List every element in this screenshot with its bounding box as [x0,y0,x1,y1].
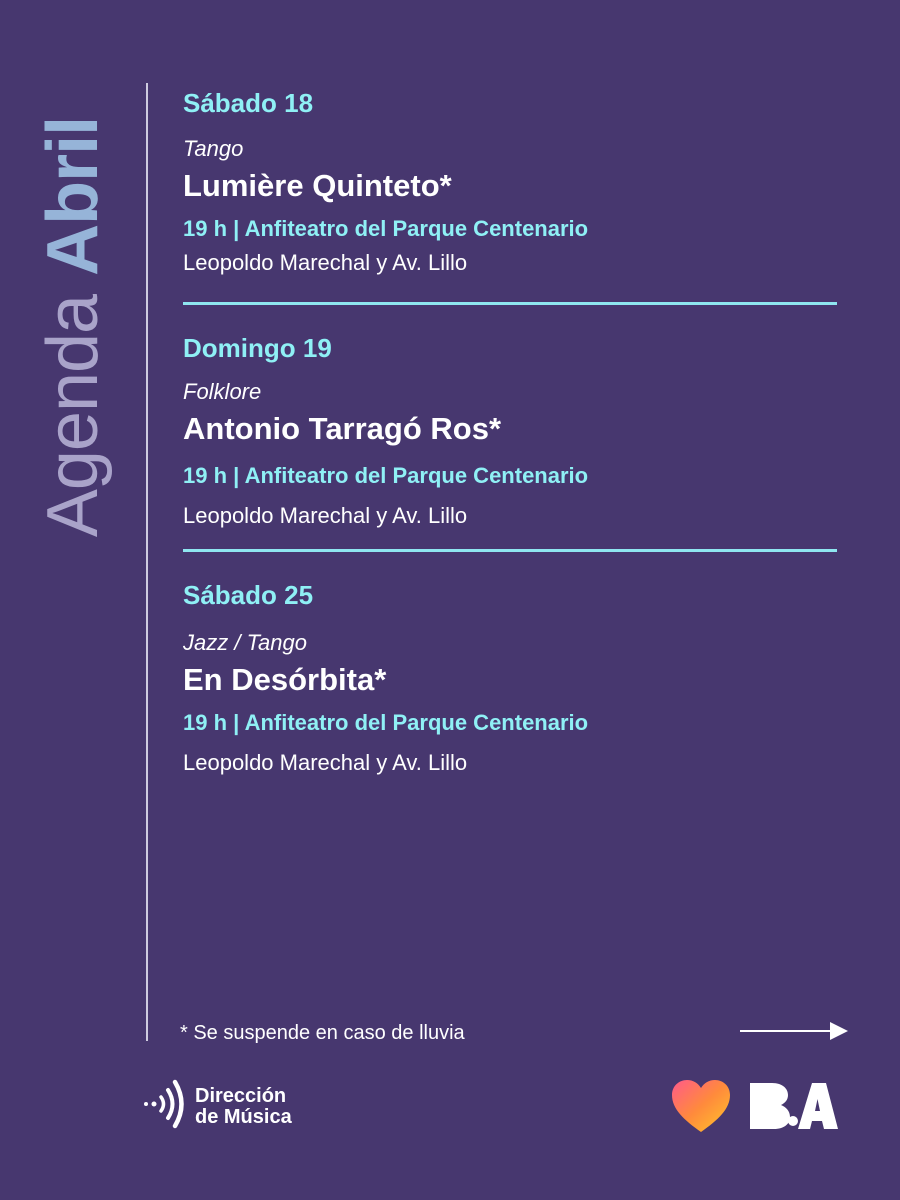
agenda-title [33,77,113,577]
ba-logo [670,1078,838,1139]
event-address: Leopoldo Marechal y Av. Lillo [183,750,468,775]
event-artist: Lumière Quinteto* [183,168,452,203]
heart-icon [670,1078,732,1139]
vertical-divider [146,83,148,1041]
event-genre: Tango [183,136,244,161]
direccion-line2: de Música [195,1105,292,1128]
sound-waves-icon [143,1077,185,1136]
event-artist: Antonio Tarragó Ros* [183,411,502,446]
event-date: Sábado 18 [183,88,314,118]
event-genre: Jazz / Tango [183,630,307,655]
event-item [183,580,843,777]
event-venue: 19 h | Anfiteatro del Parque Centenario [183,463,589,488]
event-separator [183,549,837,552]
event-separator [183,302,837,305]
event-artist: En Desórbita* [183,662,387,697]
event-venue: 19 h | Anfiteatro del Parque Centenario [183,710,589,735]
arrow-right-icon[interactable] [738,1018,850,1049]
event-date: Domingo 19 [183,333,332,363]
event-item [183,88,843,277]
event-venue: 19 h | Anfiteatro del Parque Centenario [183,216,589,241]
ba-wordmark [746,1081,838,1136]
event-address: Leopoldo Marechal y Av. Lillo [183,503,468,528]
direccion-de-musica-logo [143,1077,292,1136]
rain-footnote: * Se suspende en caso de lluvia [180,1022,465,1044]
event-genre: Folklore [183,379,262,404]
event-date: Sábado 25 [183,580,314,610]
event-item [183,333,843,530]
agenda-title-bold: Abril [33,116,113,276]
event-address: Leopoldo Marechal y Av. Lillo [183,250,468,275]
direccion-line1: Dirección [195,1084,287,1107]
agenda-title-light: Agenda [33,294,113,538]
